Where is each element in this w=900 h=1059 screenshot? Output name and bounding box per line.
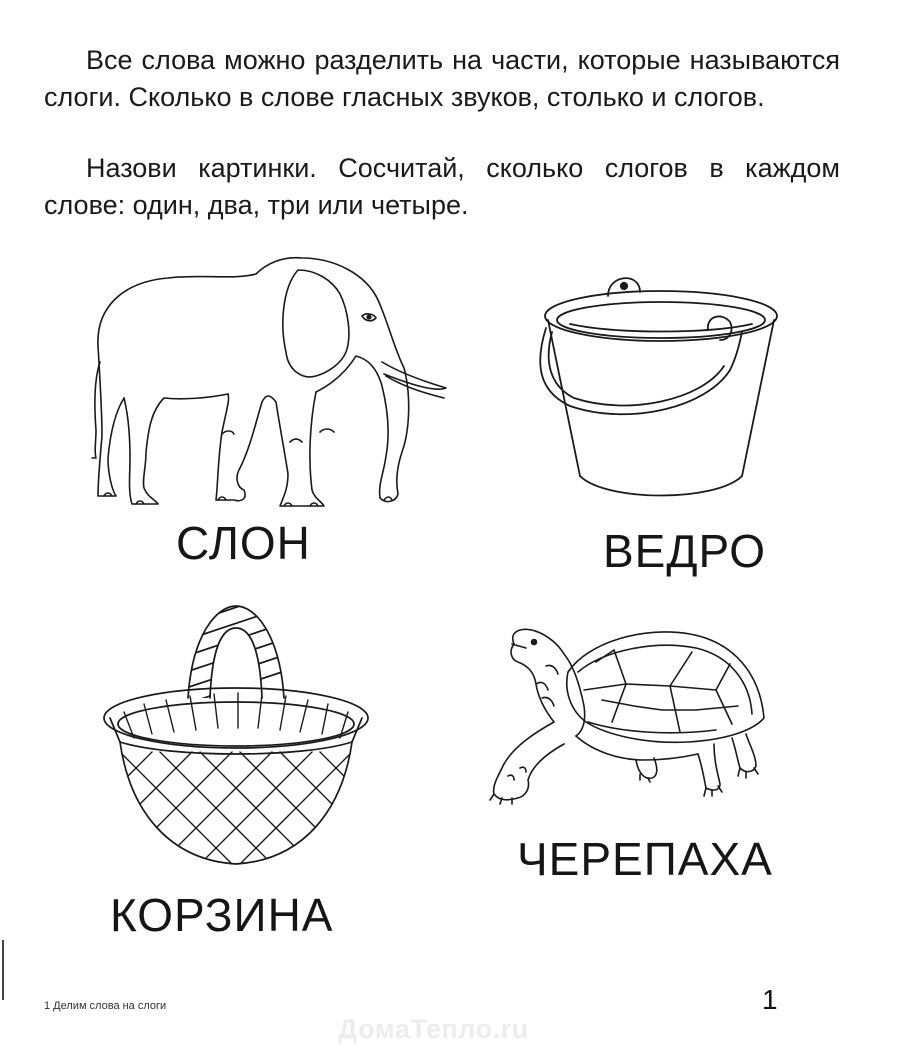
word-slon: СЛОН [176,517,311,569]
page-number: 1 [762,984,778,1015]
bucket-icon [536,266,786,506]
elephant-icon [84,252,454,512]
word-korzina: КОРЗИНА [110,889,334,941]
task-paragraph: Назови картинки. Сосчитай, сколько слогов в каждом слове: один, два, три или четыре. [44,153,840,220]
page-edge-mark [2,940,4,1000]
turtle-icon [484,626,774,816]
basket-icon [100,602,372,874]
footer-caption: 1 Делим слова на слоги [44,1000,167,1012]
word-cherepakha: ЧЕРЕПАХА [517,833,773,885]
watermark: ДомаТепло.ru [338,1014,529,1044]
rule-paragraph: Все слова можно разделить на части, которые называются слоги. Сколько в слове гласных звуков, столько и слогов. [44,45,840,112]
word-vedro: ВЕДРО [603,525,766,577]
